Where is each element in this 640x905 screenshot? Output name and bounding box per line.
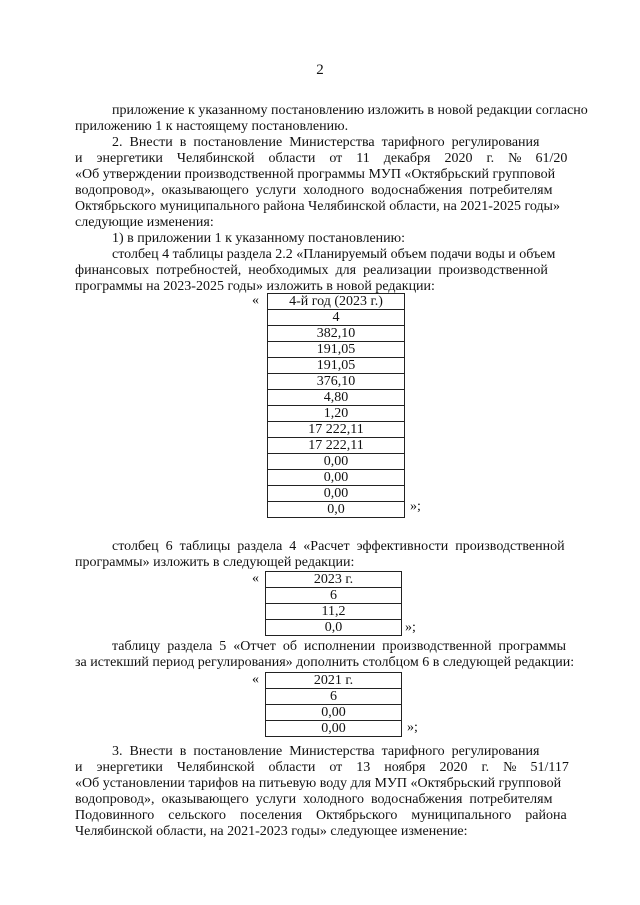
table-header-row <box>266 572 402 588</box>
intro-line: приложение к указанному постановлению изложить в новой редакции согласно <box>112 103 588 118</box>
table-header-row <box>268 294 405 310</box>
item-2-paragraph <box>75 135 596 231</box>
table-header-row <box>266 673 402 689</box>
table-row <box>268 374 405 390</box>
table-row <box>266 588 402 604</box>
item-2-line: «Об утверждении производственной программы МУП «Октябрьский групповой <box>75 167 556 182</box>
table-cell: 17 222,11 <box>268 438 405 454</box>
item-2-line: следующие изменения: <box>75 215 214 230</box>
item-3-line: водопровод», оказывающего услуги холодного водоснабжения потребителям <box>75 792 553 807</box>
table-cell: 191,05 <box>268 358 405 374</box>
table-column-4 <box>267 293 405 518</box>
table-cell: 0,00 <box>266 705 402 721</box>
table-row <box>268 326 405 342</box>
quote-close: »; <box>407 720 418 735</box>
table-cell: 1,20 <box>268 406 405 422</box>
column-4-line: столбец 4 таблицы раздела 2.2 «Планируемый объем подачи воды и объем <box>112 247 556 262</box>
table-row <box>268 454 405 470</box>
item-3-line: Подовинного сельского поселения Октябрьского муниципального района <box>75 808 567 823</box>
table-cell: 0,00 <box>266 721 402 737</box>
table-row <box>266 705 402 721</box>
column-4-paragraph <box>75 247 596 295</box>
item-2-line: Октябрьского муниципального района Челябинской области, на 2021-2025 годы» <box>75 199 560 214</box>
item-2-line: и энергетики Челябинской области от 11 декабря 2020 г. № 61/20 <box>75 151 568 166</box>
table-cell: 376,10 <box>268 374 405 390</box>
item-3-line: и энергетики Челябинской области от 13 ноября 2020 г. № 51/117 <box>75 760 569 775</box>
table-row <box>268 358 405 374</box>
table-cell: 0,00 <box>268 486 405 502</box>
item-3-line: 3. Внести в постановление Министерства тарифного регулирования <box>112 744 540 759</box>
table-5-line: таблицу раздела 5 «Отчет об исполнении производственной программы <box>112 639 567 654</box>
column-4-line: финансовых потребностей, необходимых для реализации производственной <box>75 263 548 278</box>
table-row <box>268 438 405 454</box>
table-row <box>266 604 402 620</box>
table-cell: 6 <box>266 689 402 705</box>
table-cell: 11,2 <box>266 604 402 620</box>
column-6-line: столбец 6 таблицы раздела 4 «Расчет эффективности производственной <box>112 539 565 554</box>
table-cell: 6 <box>266 588 402 604</box>
quote-open: « <box>252 571 259 586</box>
quote-close: »; <box>410 499 421 514</box>
intro-paragraph <box>75 103 596 135</box>
table-row <box>268 486 405 502</box>
table-cell: 0,00 <box>268 454 405 470</box>
table-cell: 4 <box>268 310 405 326</box>
item-3-line: Челябинской области, на 2021-2023 годы» следующее изменение: <box>75 824 468 839</box>
table-cell: 382,10 <box>268 326 405 342</box>
page-number: 2 <box>316 62 324 78</box>
table-cell: 4,80 <box>268 390 405 406</box>
table-cell: 2021 г. <box>266 673 402 689</box>
table-row <box>268 390 405 406</box>
table-row <box>268 310 405 326</box>
table-row <box>268 406 405 422</box>
table-5-paragraph <box>75 639 596 671</box>
item-3-paragraph <box>75 744 596 840</box>
table-row <box>266 721 402 737</box>
intro-line: приложению 1 к настоящему постановлению. <box>75 119 349 134</box>
table-cell: 191,05 <box>268 342 405 358</box>
table-row <box>268 422 405 438</box>
item-2-line: 2. Внести в постановление Министерства тарифного регулирования <box>112 135 540 150</box>
quote-close: »; <box>405 620 416 635</box>
table-5-line: за истекший период регулирования» дополнить столбцом 6 в следующей редакции: <box>75 655 575 670</box>
column-6-line: программы» изложить в следующей редакции: <box>75 555 355 570</box>
table-row <box>268 470 405 486</box>
item-3-line: «Об установлении тарифов на питьевую воду для МУП «Октябрьский групповой <box>75 776 562 791</box>
table-cell: 17 222,11 <box>268 422 405 438</box>
table-cell: 0,0 <box>266 620 402 636</box>
sub-item-1: 1) в приложении 1 к указанному постановлению: <box>112 231 406 246</box>
table-column-6 <box>265 571 402 636</box>
table-cell: 0,0 <box>268 502 405 518</box>
table-row <box>266 689 402 705</box>
table-report-column-6 <box>265 672 402 737</box>
table-cell: 2023 г. <box>266 572 402 588</box>
item-2-line: водопровод», оказывающего услуги холодного водоснабжения потребителям <box>75 183 553 198</box>
column-6-paragraph <box>75 539 596 571</box>
quote-open: « <box>252 293 259 308</box>
table-row <box>266 620 402 636</box>
column-4-line: программы на 2023-2025 годы» изложить в новой редакции: <box>75 279 435 294</box>
table-row <box>268 502 405 518</box>
table-cell: 0,00 <box>268 470 405 486</box>
quote-open: « <box>252 672 259 687</box>
table-row <box>268 342 405 358</box>
table-cell: 4-й год (2023 г.) <box>268 294 405 310</box>
